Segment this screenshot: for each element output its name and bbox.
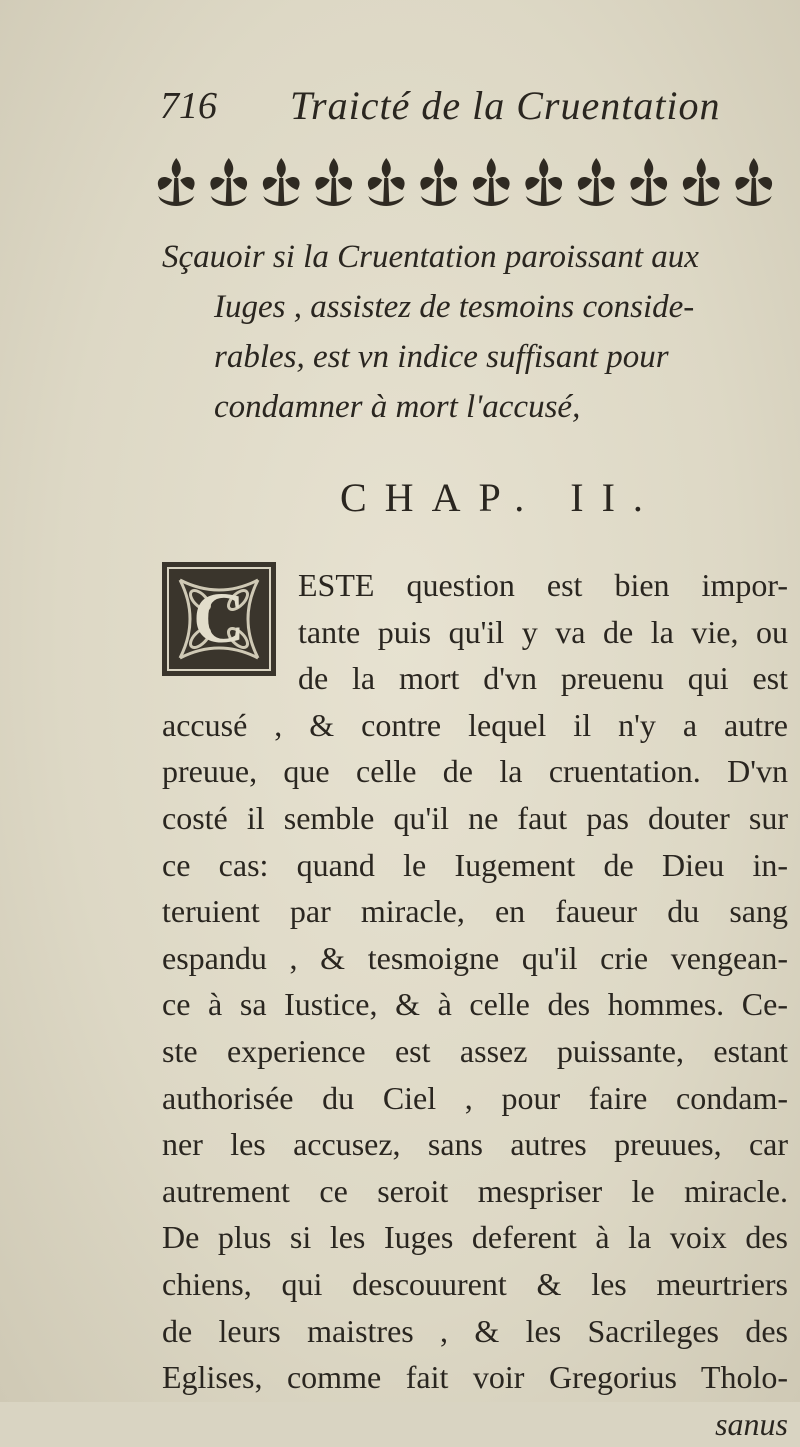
running-head: Traicté de la Cruentation: [290, 83, 721, 128]
text-line: de la mort d'vn preuenu qui est: [298, 660, 788, 697]
fleuron-icon: [578, 158, 615, 206]
text-line: preuue, que celle de la cruentation. D'vn: [162, 753, 788, 790]
text-line: Eglises, comme fait voir Gregorius Tholo-: [162, 1359, 788, 1396]
catchword: sanus: [715, 1405, 788, 1442]
fleuron-icon: [158, 158, 195, 206]
page-header: [160, 78, 760, 138]
fleuron-band-icon: [150, 152, 780, 210]
text-line: ce cas: quand le Iugement de Dieu in-: [162, 846, 788, 883]
fleuron-icon: [420, 158, 457, 206]
page-number: 716: [160, 85, 217, 127]
fleuron-icon: [525, 158, 562, 206]
summary-line: condamner à mort l'accusé,: [214, 389, 581, 425]
fleuron-icon: [315, 158, 352, 206]
text-line: costé il semble qu'il ne faut pas douter sur: [162, 799, 788, 836]
body-text: [162, 562, 788, 1447]
text-line: chiens, qui descouurent & les meurtriers: [162, 1265, 788, 1302]
summary-line: Iuges , assistez de tesmoins conside-: [214, 289, 695, 325]
text-line: autrement ce seroit mespriser le miracle.: [162, 1172, 788, 1209]
text-line: ner les accusez, sans autres preuues, car: [162, 1126, 788, 1163]
text-line: authorisée du Ciel , pour faire condam-: [162, 1079, 788, 1116]
summary-line: rables, est vn indice suffisant pour: [214, 339, 669, 375]
svg-text:C: C: [193, 578, 245, 658]
text-line: ESTE question est bien impor-: [298, 567, 788, 603]
summary-line: Sçauoir si la Cruentation paroissant aux: [162, 239, 699, 275]
fleuron-icon: [368, 158, 405, 206]
fleuron-icon: [263, 158, 300, 206]
text-line: tante puis qu'il y va de la vie, ou: [298, 613, 788, 650]
fleuron-icon: [630, 158, 667, 206]
text-line: accusé , & contre lequel il n'y a autre: [162, 706, 788, 743]
text-line: teruient par miracle, en faueur du sang: [162, 893, 788, 930]
text-line: espandu , & tesmoigne qu'il crie vengean-: [162, 939, 788, 976]
text-line: De plus si les Iuges deferent à la voix des: [162, 1219, 788, 1256]
chapter-heading: CHAP. II.: [340, 475, 661, 520]
fleuron-icon: [735, 158, 772, 206]
fleuron-icon: [473, 158, 510, 206]
chapter-summary: [162, 232, 792, 432]
text-line: ce à sa Iustice, & à celle des hommes. Ce-: [162, 986, 788, 1023]
fleuron-icon: [683, 158, 720, 206]
fleuron-icon: [210, 158, 247, 206]
text-line: ste experience est assez puissante, estant: [162, 1032, 788, 1069]
text-line: de leurs maistres , & les Sacrileges des: [162, 1312, 788, 1349]
